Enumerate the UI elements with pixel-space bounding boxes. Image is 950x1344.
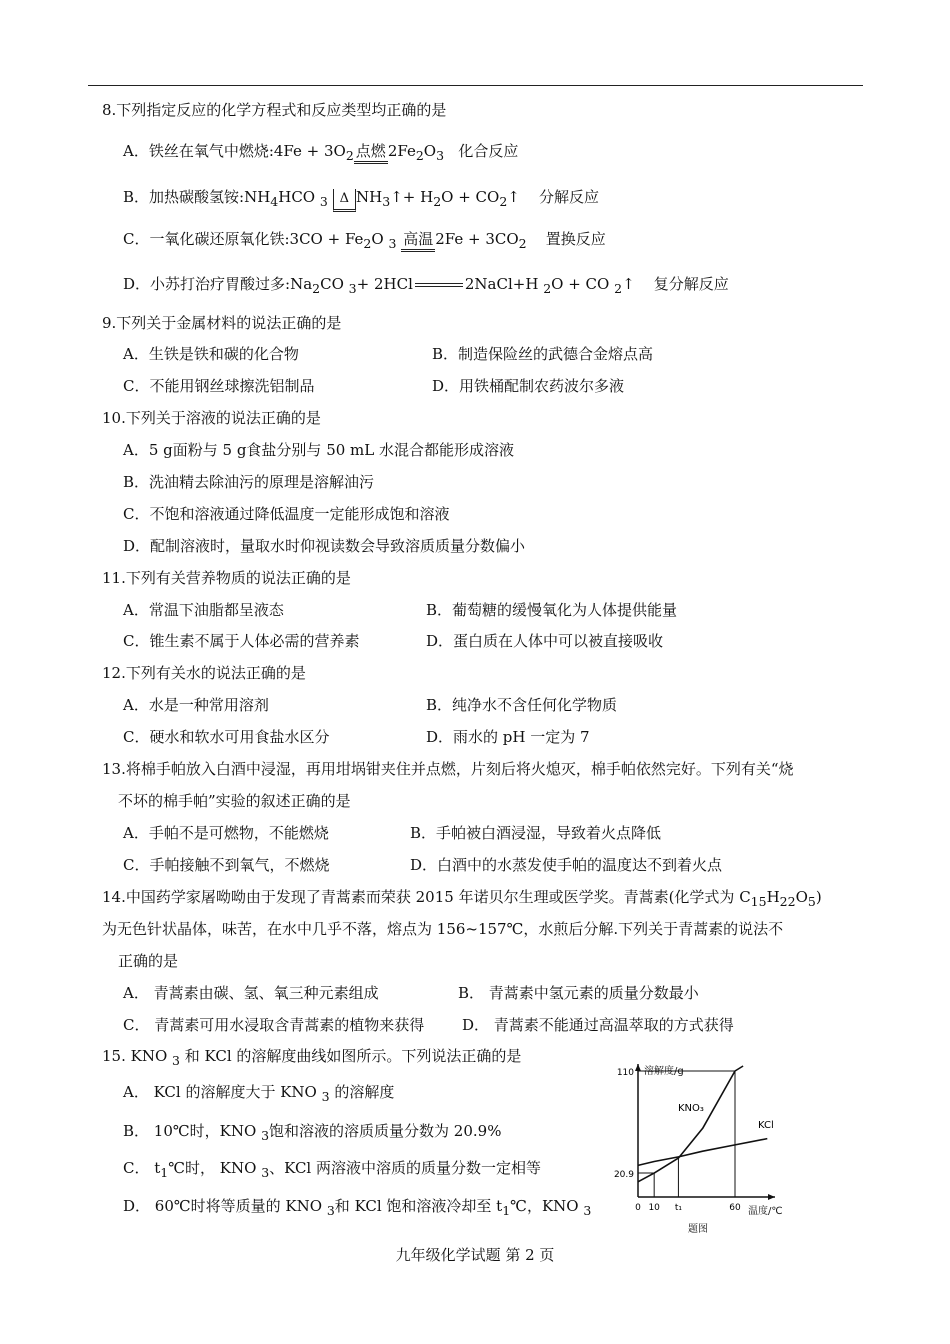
q9-stem: 9.下列关于金属材料的说法正确的是 <box>102 314 342 332</box>
q10-option-b[interactable]: B．洗油精去除油污的原理是溶解油污 <box>123 473 375 491</box>
q9-option-b[interactable]: B．制造保险丝的武德合金熔点高 <box>432 345 654 363</box>
header-rule <box>88 85 863 86</box>
chart-caption: 题图 <box>688 1224 708 1235</box>
y-tick-label: 110 <box>616 1068 634 1078</box>
q10-option-a[interactable]: A．5 g面粉与 5 g食盐分别与 50 mL 水混合都能形成溶液 <box>123 441 515 459</box>
q15-stem: 15. KNO $_3$ 和 KCl 的溶解度曲线如图所示。下列说法正确的是 <box>102 1047 522 1068</box>
q15-option-a[interactable]: A． KCl 的溶解度大于 KNO $_3$ 的溶解度 <box>123 1083 395 1104</box>
page-footer: 九年级化学试题 第 2 页 <box>395 1246 555 1264</box>
q15-option-c[interactable]: C． $t_1℃$时， KNO $_3$、KCl 两溶液中溶质的质量分数一定相等 <box>123 1159 542 1180</box>
q13-option-d[interactable]: D．白酒中的水蒸发使手帕的温度达不到着火点 <box>410 856 723 874</box>
q15-option-d[interactable]: D． 60℃时将等质量的 KNO $_3$和 KCl 饱和溶液冷却至 $t_1℃$，KNO $_3$ <box>123 1197 592 1218</box>
q9-option-d[interactable]: D．用铁桶配制农药波尔多液 <box>432 377 625 395</box>
q9-option-c[interactable]: C．不能用钢丝球擦洗铝制品 <box>123 377 315 395</box>
q8-option-a[interactable]: A．铁丝在氧气中燃烧:4Fe + $3O_2$ 点燃 $2Fe_2O_3$ 化合反应 <box>123 142 519 163</box>
x-axis-arrow <box>768 1194 775 1200</box>
q14-option-b[interactable]: B． 青蒿素中氢元素的质量分数最小 <box>458 984 699 1002</box>
q14-stem-line1: 14.中国药学家屠呦呦由于发现了青蒿素而荣获 2015 年诺贝尔生理或医学奖。青蒿素(化学式为 $C_{15}H_{22}O_5$) <box>102 888 822 909</box>
q14-option-d[interactable]: D． 青蒿素不能通过高温萃取的方式获得 <box>462 1016 734 1034</box>
x-axis-label: 温度/℃ <box>748 1206 783 1217</box>
x-tick-label: 60 <box>729 1203 741 1213</box>
q13-stem-line1: 13.将棉手帕放入白酒中浸湿，再用坩埚钳夹住并点燃，片刻后将火熄灭，棉手帕依然完好。下列有关“烧 <box>102 760 794 778</box>
kno3-curve <box>638 1066 743 1182</box>
q8-option-c[interactable]: C．一氧化碳还原氧化铁:3CO + $Fe_2O$ $_3$ 高温 $2Fe + 3CO_2$ 置换反应 <box>123 230 606 251</box>
equals-sign <box>415 283 463 287</box>
solubility-chart <box>600 1054 810 1239</box>
q12-stem: 12.下列有关水的说法正确的是 <box>102 664 306 682</box>
q11-option-c[interactable]: C．锥生素不属于人体必需的营养素 <box>123 632 360 650</box>
q13-stem-line2: 不坏的棉手帕”实验的叙述正确的是 <box>118 792 351 810</box>
q13-option-c[interactable]: C．手帕接触不到氧气，不燃烧 <box>123 856 330 874</box>
q9-option-a[interactable]: A．生铁是铁和碳的化合物 <box>123 345 299 363</box>
solubility-chart-svg <box>600 1054 810 1239</box>
q14-option-c[interactable]: C． 青蒿素可用水浸取含青蒿素的植物来获得 <box>123 1016 425 1034</box>
x-tick-label: t₁ <box>674 1203 682 1213</box>
q14-option-a[interactable]: A． 青蒿素由碳、氢、氧三种元素组成 <box>123 984 379 1002</box>
q11-option-a[interactable]: A．常温下油脂都呈液态 <box>123 601 284 619</box>
q8-stem: 8.下列指定反应的化学方程式和反应类型均正确的是 <box>102 101 447 119</box>
q10-option-c[interactable]: C．不饱和溶液通过降低温度一定能形成饱和溶液 <box>123 505 450 523</box>
q8-option-b[interactable]: B．加热碳酸氢铵$:NH_4HCO$ $_3$ Δ $NH_3↑+ H_2O$ + $CO_2↑$ 分解反应 <box>123 187 599 212</box>
q10-option-d[interactable]: D．配制溶液时，量取水时仰视读数会导致溶质质量分数偏小 <box>123 537 526 555</box>
x-tick-label: 0 <box>635 1203 641 1213</box>
x-tick-label: 10 <box>648 1203 660 1213</box>
q13-option-a[interactable]: A．手帕不是可燃物，不能燃烧 <box>123 824 329 842</box>
q10-stem: 10.下列关于溶液的说法正确的是 <box>102 409 321 427</box>
y-axis-arrow <box>635 1064 641 1071</box>
q11-option-d[interactable]: D．蛋白质在人体中可以被直接吸收 <box>426 632 664 650</box>
q15-option-b[interactable]: B． 10℃时，KNO $_3$饱和溶液的溶质质量分数为 20.9% <box>123 1122 502 1143</box>
q12-option-a[interactable]: A．水是一种常用溶剂 <box>123 696 269 714</box>
q11-stem: 11.下列有关营养物质的说法正确的是 <box>102 569 351 587</box>
q13-option-b[interactable]: B．手帕被白酒浸湿，导致着火点降低 <box>410 824 662 842</box>
q11-option-b[interactable]: B．葡萄糖的缓慢氧化为人体提供能量 <box>426 601 678 619</box>
q14-stem-line2: 为无色针状晶体，味苦，在水中几乎不落，熔点为 156~157℃，水煎后分解.下列关于青蒿素的说法不 <box>102 920 784 938</box>
q12-option-d[interactable]: D．雨水的 pH 一定为 7 <box>426 728 590 746</box>
y-axis-label: 溶解度/g <box>644 1066 684 1077</box>
q8-option-d[interactable]: D．小苏打治疗胃酸过多$:Na_2CO$ $_3$+ 2HCl 2NaCl+H $_2$O + CO $_2$↑ 复分解反应 <box>123 275 729 296</box>
series-label-kcl: KCl <box>758 1120 774 1131</box>
q12-option-c[interactable]: C．硬水和软水可用食盐水区分 <box>123 728 330 746</box>
q12-option-b[interactable]: B．纯净水不含任何化学物质 <box>426 696 618 714</box>
y-tick-label: 20.9 <box>613 1170 634 1181</box>
kcl-curve <box>638 1139 767 1166</box>
series-label-kno3: KNO₃ <box>678 1103 704 1114</box>
q14-stem-line3: 正确的是 <box>118 952 179 970</box>
